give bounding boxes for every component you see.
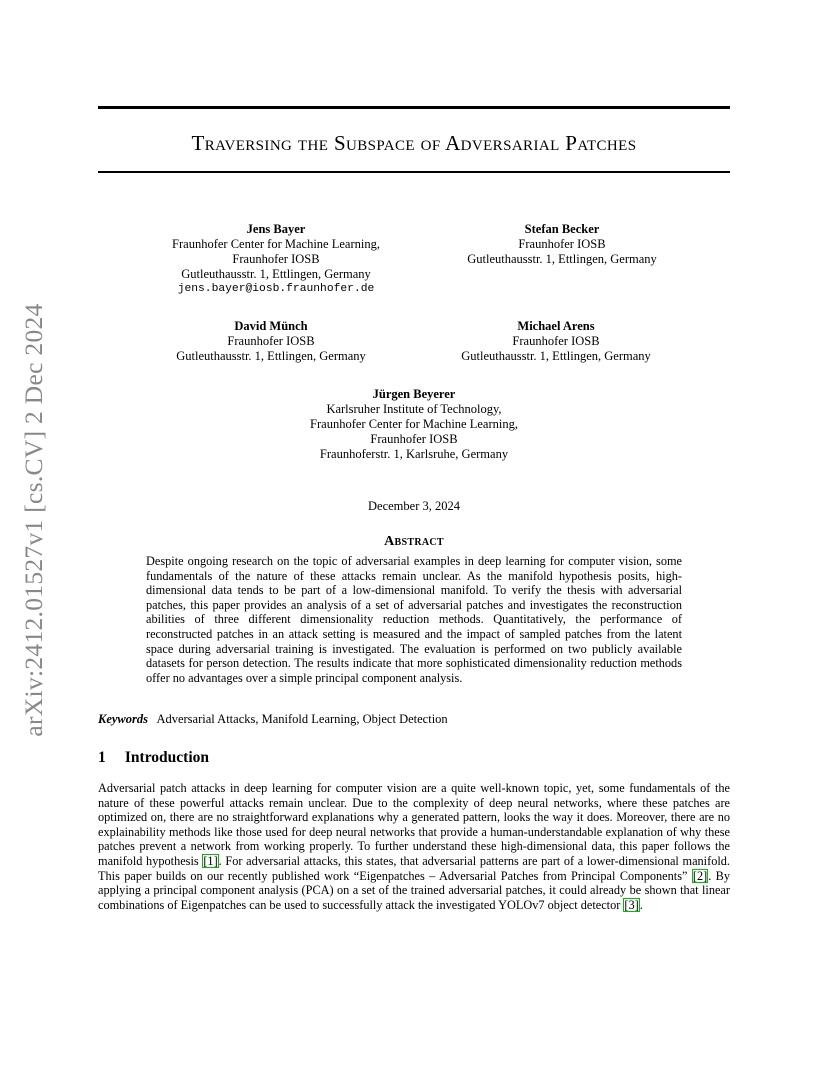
author-affiliation: Fraunhofer IOSB [232,252,320,266]
author-name: David Münch [234,319,308,333]
intro-text: Adversarial patch attacks in deep learning for computer vision are a quite well-known topic, yet, some fundamentals of the nature of these powerful attacks remain unclear. Due to the complexity of deep neural networks, where these patches are optimized on, there are no straightforward explanations why a generated pattern, looks the way it does. Moreover, there are no explainability methods like those used for deep neural networks that provide a human-understandable explanation of why these patches prevent a network from working properly. To further understand these high-dimensional data, this paper follows the manifold hypothesis [98,781,730,868]
author-affiliation: Karlsruher Institute of Technology, [326,402,502,416]
section-number: 1 [98,749,106,766]
author-block-2 [412,222,712,267]
intro-text: . For adversarial attacks, this states, that adversarial patterns are part of a lower-dimensional manifold. This paper builds on our recently published work “Eigenpatches – Adversarial Patches from Principal Components” [98,853,730,883]
citation-link-1[interactable]: [1] [203,853,218,868]
paper-date: December 3, 2024 [368,499,460,513]
author-affiliation: Fraunhofer Center for Machine Learning, [172,237,380,251]
section-heading-introduction [98,749,209,767]
author-affiliation: Fraunhofer Center for Machine Learning, [310,417,518,431]
author-address: Gutleuthausstr. 1, Ettlingen, Germany [461,349,651,363]
author-address: Gutleuthausstr. 1, Ettlingen, Germany [467,252,657,266]
author-address: Fraunhoferstr. 1, Karlsruhe, Germany [319,447,509,461]
author-affiliation: Fraunhofer IOSB [518,237,606,251]
arxiv-identifier-sidebar [14,290,54,750]
keywords-label: Keywords [98,712,148,726]
paper-title: Traversing the Subspace of Adversarial Patches [191,131,637,155]
author-block-5 [264,387,564,462]
author-affiliation: Fraunhofer IOSB [370,432,458,446]
author-name: Jens Bayer [246,222,306,236]
intro-text: . [639,897,643,912]
author-block-1 [126,222,426,297]
citation-link-2[interactable]: [2] [692,868,708,883]
intro-text: . By applying a principal component analysis (PCA) on a set of the trained adversarial patches, it could already be shown that linear combinations of Eigenpatches can be used to successfully attack the investigated YOLOv7 object detector [98,868,731,912]
author-address: Gutleuthausstr. 1, Ettlingen, Germany [176,349,366,363]
author-name: Stefan Becker [524,222,600,236]
abstract-heading: Abstract [384,534,444,549]
author-address: Gutleuthausstr. 1, Ettlingen, Germany [181,267,371,281]
keywords-line [98,712,448,727]
author-affiliation: Fraunhofer IOSB [512,334,600,348]
author-affiliation: Fraunhofer IOSB [227,334,315,348]
introduction-paragraph [98,781,730,912]
abstract-text: Despite ongoing research on the topic of adversarial examples in deep learning for computer vision, some fundamentals of the nature of these attacks remain unclear. As the manifold hypothesis posits, high-dimensional data tends to be part of a low-dimensional manifold. To verify the thesis with adversarial patches, this paper provides an analysis of a set of adversarial patches and investigates the reconstruction abilities of three different dimensionality reduction methods. Quantitatively, the performance of reconstructed patches in an attack setting is measured and the impact of sampled patches from the latent space during adversarial training is investigated. The evaluation is performed on two publicly available datasets for person detection. The results indicate that more sophisticated dimensionality reduction methods offer no advantages over a simple principal component analysis. [146,554,682,685]
arxiv-identifier[interactable]: arXiv:2412.01527v1 [cs.CV] 2 Dec 2024 [19,303,48,737]
author-email[interactable]: jens.bayer@iosb.fraunhofer.de [177,283,375,295]
author-name: Michael Arens [517,319,595,333]
citation-link-3[interactable]: [3] [624,897,639,912]
author-block-3 [121,319,421,364]
author-name: Jürgen Beyerer [372,387,456,401]
title-rule-bottom [98,171,730,173]
author-block-4 [406,319,706,364]
title-rule-top [98,106,730,109]
section-title: Introduction [124,749,209,766]
keywords-list: Adversarial Attacks, Manifold Learning, Object Detection [156,712,448,726]
